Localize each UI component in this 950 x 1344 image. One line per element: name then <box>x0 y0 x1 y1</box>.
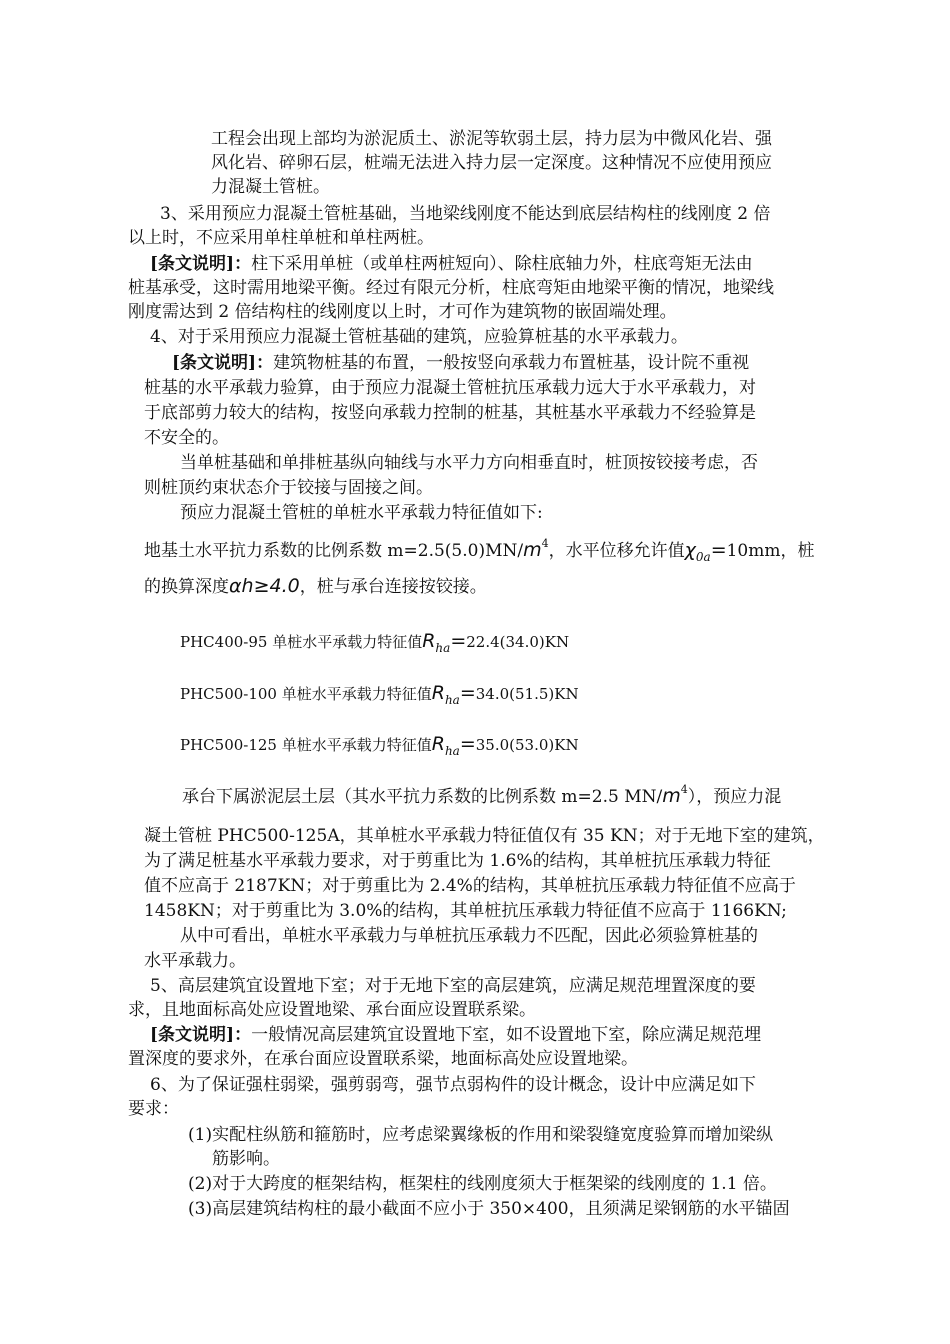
subscript: ha <box>444 693 460 707</box>
symbol-R: R <box>422 630 436 652</box>
capacity-value: 22.4(34.0)KN <box>466 633 570 651</box>
explanation-text: 建筑物桩基的布置，一般按竖向承载力布置桩基，设计院不重视 <box>273 353 750 373</box>
exponent: 4 <box>680 783 688 796</box>
symbol-R: R <box>431 682 445 704</box>
formula-line <box>144 533 814 568</box>
formula-text: 的换算深度 <box>144 577 229 597</box>
unit-symbol: m <box>523 539 542 561</box>
explanation-3-line <box>150 253 753 275</box>
list-item: (2)对于大跨度的框架结构，框架柱的线刚度须大于框架梁的线刚度的 1.1 倍。 <box>188 1174 777 1194</box>
explanation-5-line <box>150 1024 761 1046</box>
formula-text: ，水平位移允许值 <box>548 541 685 561</box>
explanation-text: 一般情况高层建筑宜设置地下室，如不设置地下室，除应满足规范埋 <box>251 1025 762 1045</box>
explanation-4-line: 于底部剪力较大的结构，按竖向承载力控制的桩基，其桩基水平承载力不经验算是 <box>144 403 756 423</box>
exponent: 4 <box>541 537 549 550</box>
list-item: (1)实配柱纵筋和箍筋时，应考虑梁翼缘板的作用和梁裂缝宽度验算而增加梁纵 <box>188 1125 774 1145</box>
formula-text: 地基土水平抗力系数的比例系数 m=2.5(5.0)MN/ <box>144 541 524 561</box>
subscript: 0a <box>695 550 711 564</box>
equals-sign: = <box>459 733 476 755</box>
capacity-line <box>180 630 569 659</box>
explanation-5-line: 置深度的要求外，在承台面应设置联系梁，地面标高处应设置地梁。 <box>128 1049 638 1069</box>
clause-5-line: 求，且地面标高处应设置地梁、承台面应设置联系梁。 <box>128 1000 536 1020</box>
soil-text: ），预应力混 <box>687 787 782 807</box>
soil-line: 值不应高于 2187KN；对于剪重比为 2.4%的结构，其单桩抗压承载力特征值不应高于 <box>144 876 796 896</box>
capacity-label: PHC500-100 单桩水平承载力特征值 <box>180 685 432 703</box>
clause-6-line: 要求： <box>128 1099 179 1119</box>
explanation-3-line: 桩基承受，这时需用地梁平衡。经过有限元分析，柱底弯矩由地梁平衡的情况，地梁线 <box>128 278 774 298</box>
formula-text: 10mm，桩 <box>726 541 815 561</box>
soil-line: 凝土管桩 PHC500-125A，其单桩水平承载力特征值仅有 35 KN；对于无地下室的建筑， <box>144 826 825 846</box>
formula-line <box>144 575 487 598</box>
soil-text: 承台下属淤泥层土层（其水平抗力系数的比例系数 m=2.5 MN/ <box>182 787 663 807</box>
clause-6-line: 6、为了保证强柱弱梁，强剪弱弯，强节点弱构件的设计概念，设计中应满足如下 <box>150 1075 756 1095</box>
capacity-line <box>180 682 579 711</box>
explanation-label: [条文说明]： <box>150 254 252 274</box>
capacity-label: PHC400-95 单桩水平承载力特征值 <box>180 633 423 651</box>
list-item: 筋影响。 <box>212 1149 280 1169</box>
soil-line: 水平承载力。 <box>144 951 246 971</box>
clause-3-line: 3、采用预应力混凝土管桩基础，当地梁线刚度不能达到底层结构柱的线刚度 2 倍 <box>160 204 771 224</box>
soil-line: 为了满足桩基水平承载力要求，对于剪重比为 1.6%的结构，其单桩抗压承载力特征 <box>144 851 771 871</box>
soil-line: 1458KN；对于剪重比为 3.0%的结构，其单桩抗压承载力特征值不应高于 1166KN; <box>144 901 787 921</box>
capacity-value: 35.0(53.0)KN <box>475 736 579 754</box>
clause-3-line: 以上时，不应采用单柱单桩和单柱两桩。 <box>128 228 434 248</box>
explanation-label: [条文说明]： <box>150 1025 252 1045</box>
capacity-label: PHC500-125 单桩水平承载力特征值 <box>180 736 432 754</box>
explanation-3-line: 刚度需达到 2 倍结构柱的线刚度以上时，才可作为建筑物的嵌固端处理。 <box>128 302 677 322</box>
list-item: (3)高层建筑结构柱的最小截面不应小于 350×400，且须满足梁钢筋的水平锚固 <box>188 1199 790 1219</box>
soil-line <box>182 779 781 808</box>
paragraph-line: 工程会出现上部均为淤泥质土、淤泥等软弱土层，持力层为中微风化岩、强 <box>211 129 772 149</box>
clause-5-line: 5、高层建筑宜设置地下室；对于无地下室的高层建筑，应满足规范埋置深度的要 <box>150 976 756 996</box>
subscript: ha <box>444 744 460 758</box>
paragraph-line: 风化岩、碎卵石层，桩端无法进入持力层一定深度。这种情况不应使用预应 <box>211 153 772 173</box>
symbol-chi: χ <box>684 539 696 561</box>
capacity-line <box>180 733 579 762</box>
explanation-4-line: 桩基的水平承载力验算，由于预应力混凝土管桩抗压承载力远大于水平承载力，对 <box>144 378 756 398</box>
equals-sign: = <box>459 682 476 704</box>
subscript: ha <box>435 641 451 655</box>
explanation-4-line <box>172 352 749 374</box>
explanation-label: [条文说明]： <box>172 353 274 373</box>
capacity-value: 34.0(51.5)KN <box>475 685 579 703</box>
unit-symbol: m <box>662 785 681 807</box>
paragraph-line: 力混凝土管桩。 <box>211 177 330 197</box>
explanation-text: 柱下采用单桩（或单柱两桩短向）、除柱底轴力外，柱底弯矩无法由 <box>251 254 753 274</box>
formula-text: ，桩与承台连接按铰接。 <box>299 577 487 597</box>
inequality: ≥4.0 <box>253 575 300 597</box>
equals-sign: = <box>710 539 727 561</box>
explanation-4-line: 则桩顶约束状态介于铰接与固接之间。 <box>144 478 433 498</box>
symbol-alpha-h: αh <box>229 575 254 597</box>
symbol-R: R <box>431 733 445 755</box>
soil-line: 从中可看出，单桩水平承载力与单桩抗压承载力不匹配，因此必须验算桩基的 <box>180 926 758 946</box>
explanation-4-line: 当单桩基础和单排桩基纵向轴线与水平力方向相垂直时，桩顶按铰接考虑，否 <box>180 453 758 473</box>
explanation-4-line: 不安全的。 <box>144 428 229 448</box>
explanation-4-line: 预应力混凝土管桩的单桩水平承载力特征值如下: <box>180 503 543 523</box>
clause-4-line: 4、对于采用预应力混凝土管桩基础的建筑，应验算桩基的水平承载力。 <box>150 327 688 347</box>
equals-sign: = <box>450 630 467 652</box>
